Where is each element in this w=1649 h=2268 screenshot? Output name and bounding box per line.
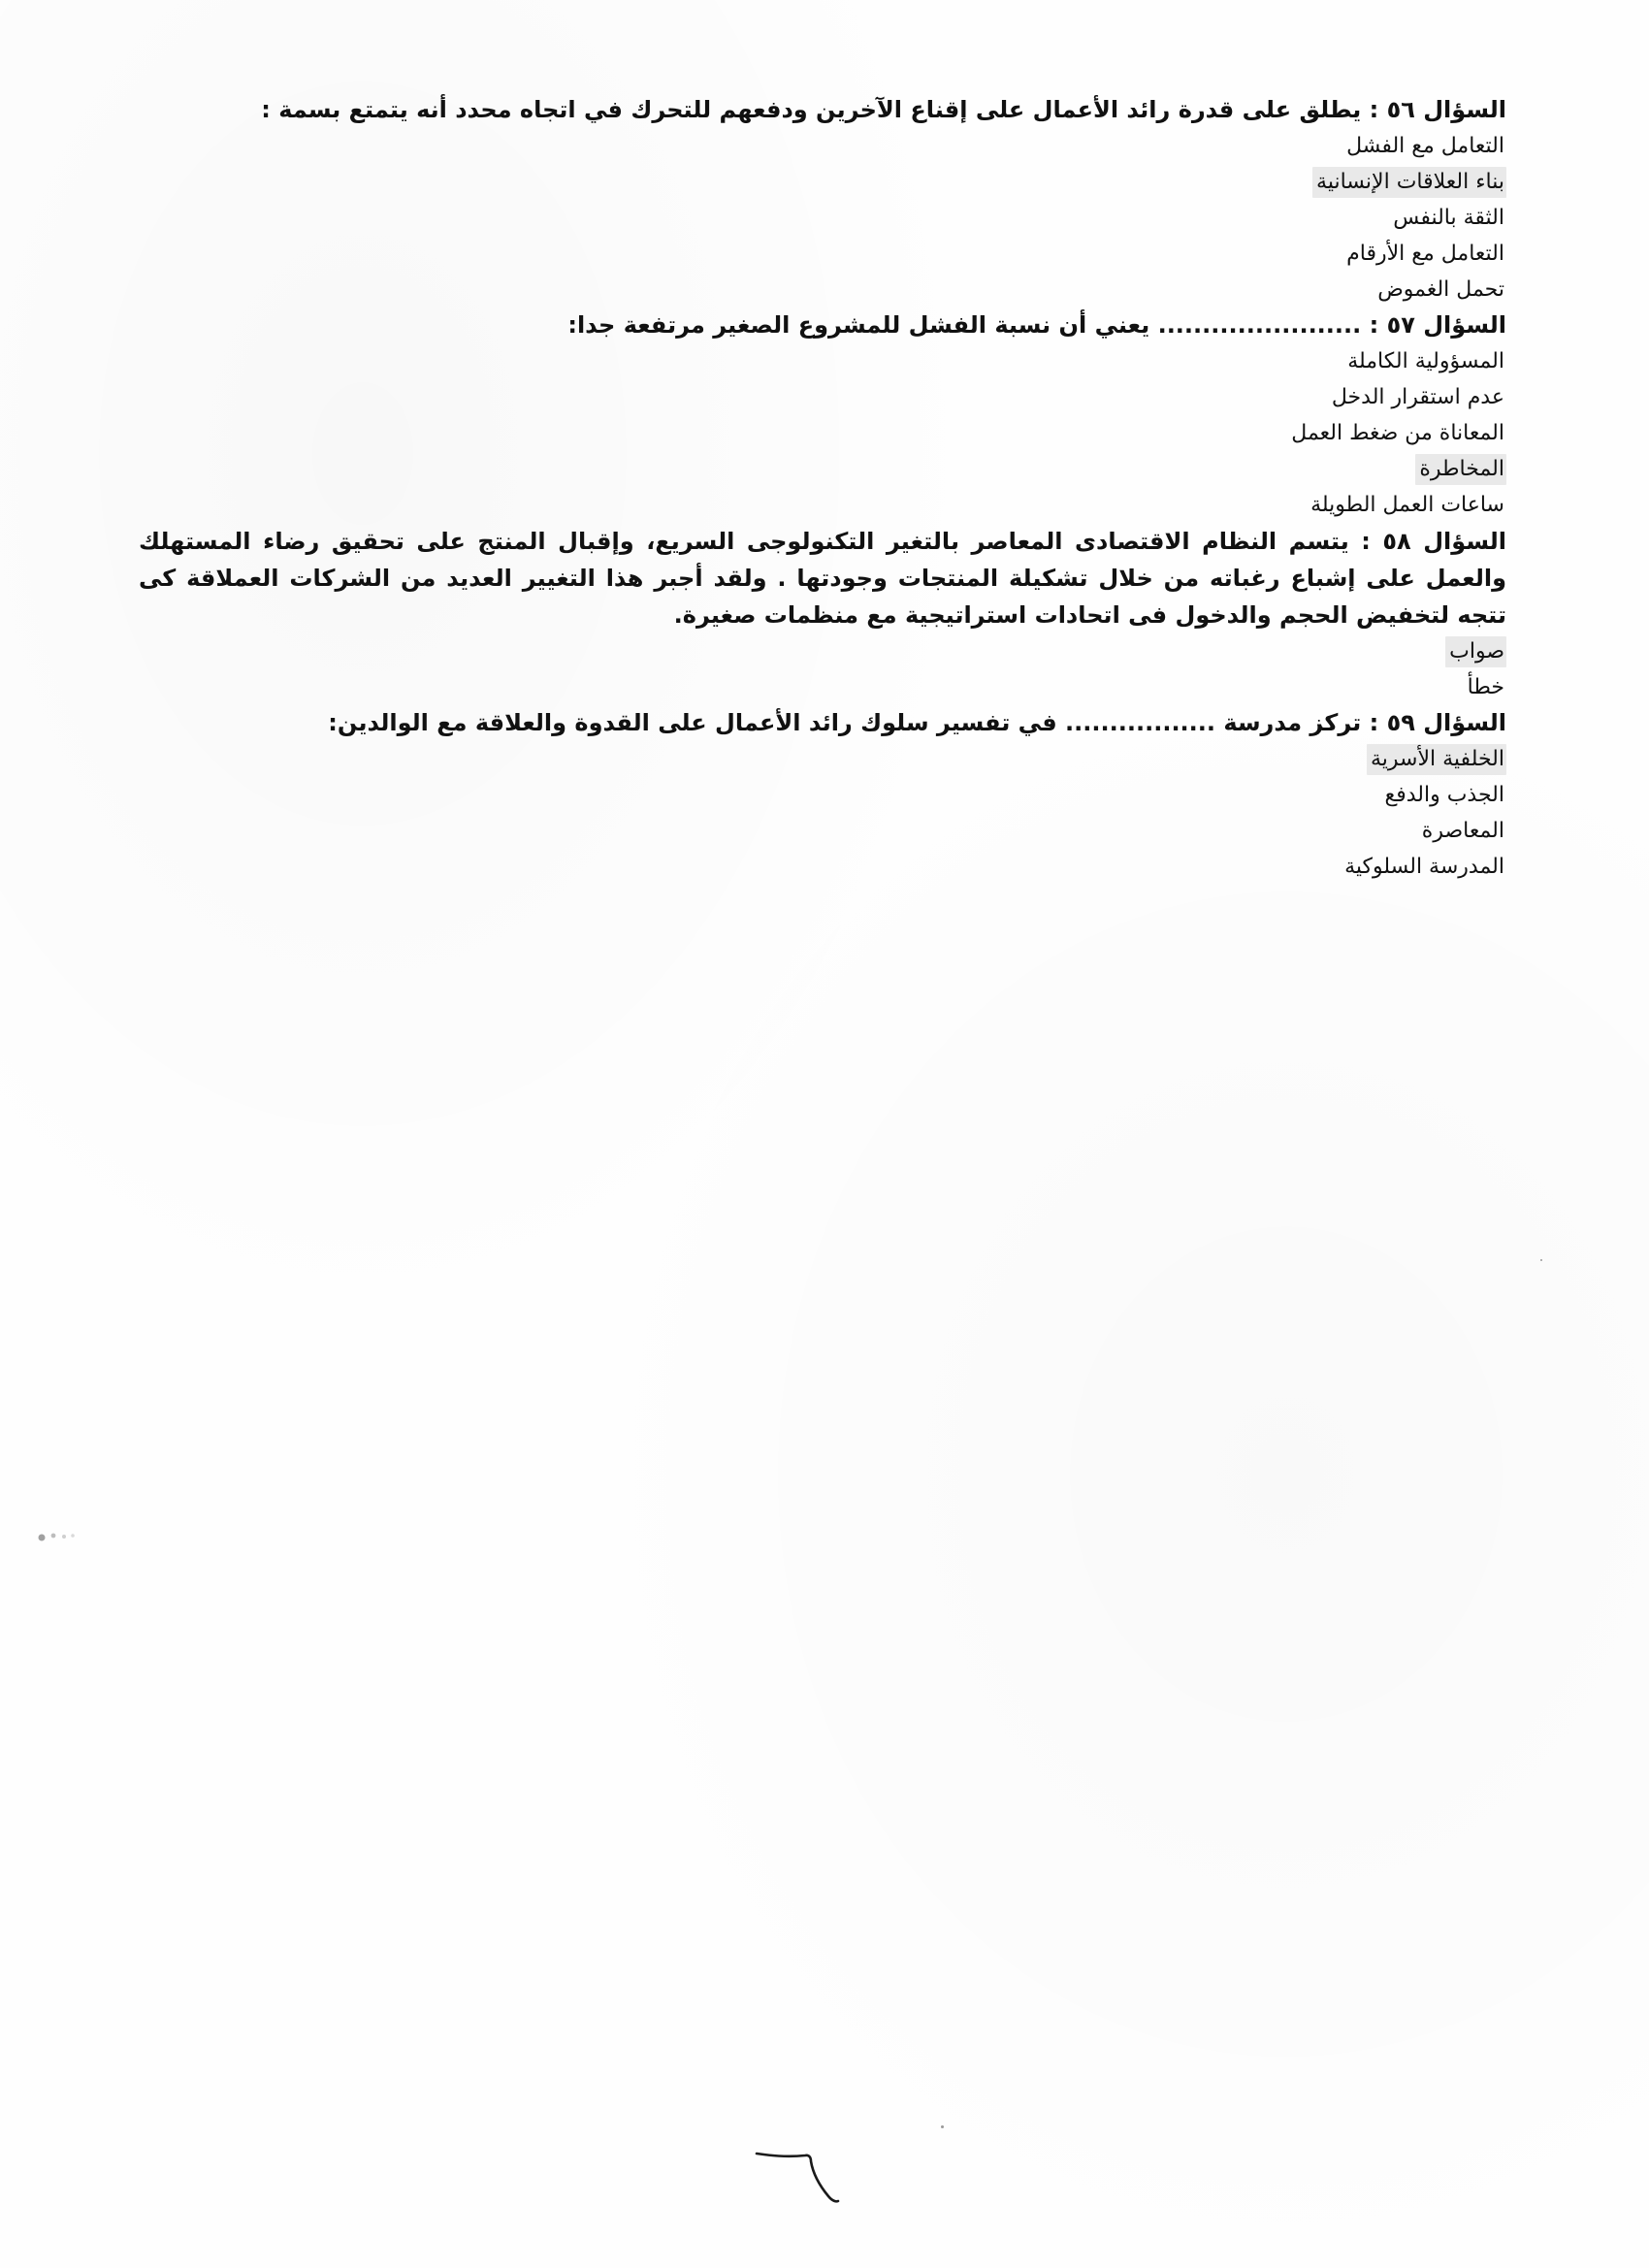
exam-content <box>139 92 1506 885</box>
option-selected <box>139 164 1506 200</box>
option-text: ساعات العمل الطويلة <box>1310 493 1504 517</box>
scan-dot <box>1540 1259 1542 1261</box>
option-text: الجذب والدفع <box>1384 783 1504 807</box>
option-text: الثقة بالنفس <box>1393 206 1504 230</box>
option <box>139 379 1506 415</box>
option <box>139 200 1506 236</box>
option-text: عدم استقرار الدخل <box>1331 385 1504 409</box>
option-selected <box>139 633 1506 669</box>
option-text: المعاناة من ضغط العمل <box>1291 421 1504 445</box>
option-text: صواب <box>1445 636 1506 667</box>
option <box>139 343 1506 379</box>
option <box>139 128 1506 164</box>
option <box>139 487 1506 523</box>
handwritten-page-number <box>749 2146 842 2208</box>
question-56 <box>139 92 1506 308</box>
option-text: المعاصرة <box>1421 819 1504 843</box>
option <box>139 272 1506 308</box>
option <box>139 813 1506 849</box>
option-text: الخلفية الأسرية <box>1367 744 1506 775</box>
option-text: المدرسة السلوكية <box>1344 855 1504 879</box>
option-text: التعامل مع الأرقام <box>1346 242 1504 266</box>
question-text: السؤال ٥٩ : تركز مدرسة ................. في تفسير سلوك رائد الأعمال على القدوة والعلاقة مع الوالدين: <box>328 709 1506 736</box>
option <box>139 415 1506 451</box>
question-text: السؤال ٥٨ : يتسم النظام الاقتصادى المعاصر بالتغير التكنولوجى السريع، وإقبال المنتج على تحقيق رضاء المستهلك والعمل على إشباع رغباته من خلال تشكيلة المنتجات وجودتها . ولقد أجبر هذا التغيير العديد من الشركات العملاقة كى تتجه لتخفيض الحجم والدخول فى اتحادات استراتيجية مع منظمات صغيرة. <box>139 528 1506 629</box>
option-text: التعامل مع الفشل <box>1346 134 1504 158</box>
option <box>139 849 1506 885</box>
question-57 <box>139 308 1506 523</box>
option-text: تحمل الغموض <box>1377 277 1504 302</box>
option <box>139 669 1506 705</box>
question-59 <box>139 705 1506 885</box>
option-text: المخاطرة <box>1415 454 1506 485</box>
option-text: خطأ <box>1467 675 1504 699</box>
scan-speck-mark <box>34 1528 81 1545</box>
question-text: السؤال ٥٧ : ....................... يعني أن نسبة الفشل للمشروع الصغير مرتفعة جدا: <box>567 311 1506 339</box>
question-text: السؤال ٥٦ : يطلق على قدرة رائد الأعمال على إقناع الآخرين ودفعهم للتحرك في اتجاه محدد أنه يتمتع بسمة : <box>261 96 1506 123</box>
option-selected <box>139 741 1506 777</box>
option-text: المسؤولية الكاملة <box>1347 349 1504 373</box>
option-selected <box>139 451 1506 487</box>
option <box>139 236 1506 272</box>
option <box>139 777 1506 813</box>
question-58 <box>139 523 1506 705</box>
option-text: بناء العلاقات الإنسانية <box>1312 167 1506 198</box>
scan-dot <box>941 2125 944 2128</box>
